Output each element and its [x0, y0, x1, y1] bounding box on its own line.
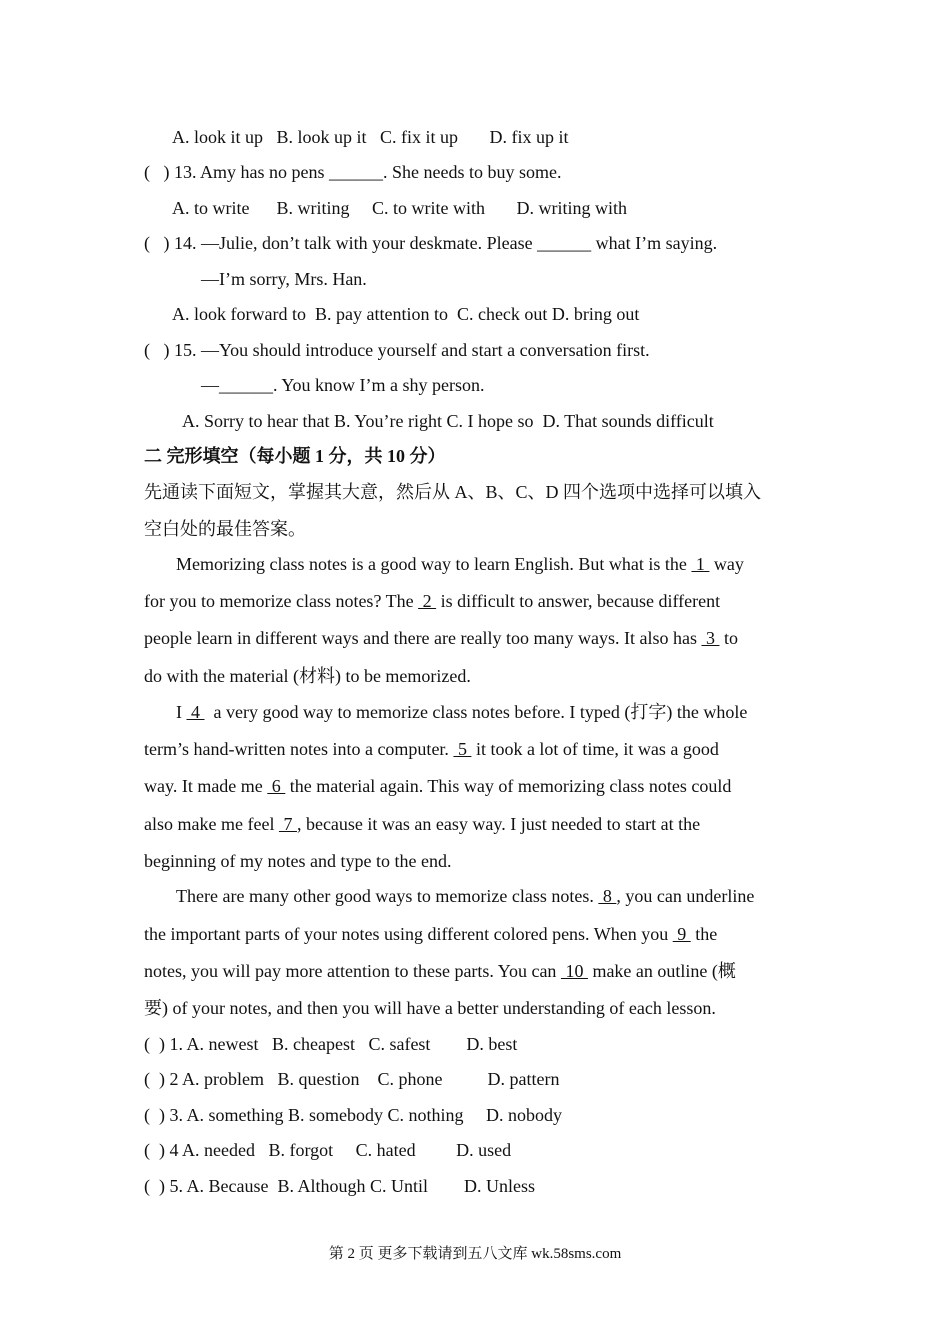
- blank-4: 4: [186, 702, 205, 722]
- page-footer: 第 2 页 更多下载请到五八文库 wk.58sms.com: [328, 1246, 622, 1262]
- q14-reply: —I’m sorry, Mrs. Han.: [201, 269, 367, 289]
- cloze-heading: 二 完形填空（每小题 1 分，共 10 分）: [144, 446, 446, 466]
- q15-stem: ( ) 15. —You should introduce yourself and start a conversation first.: [144, 340, 650, 360]
- blank-1: 1: [691, 554, 710, 574]
- q13-options: A. to write B. writing C. to write with D. writing with: [172, 198, 627, 218]
- passage-p3-line3: notes, you will pay more attention to these parts. You can 10 make an outline (概: [144, 961, 736, 981]
- q15-options: A. Sorry to hear that B. You’re right C. I hope so D. That sounds difficult: [182, 411, 714, 431]
- q12-options: A. look it up B. look up it C. fix it up D. fix up it: [172, 127, 569, 147]
- passage-p2-line5: beginning of my notes and type to the end.: [144, 851, 452, 871]
- blank-9: 9: [672, 924, 691, 944]
- passage-p1-line1: Memorizing class notes is a good way to learn English. But what is the 1 way: [176, 554, 744, 574]
- blank-6: 6: [267, 776, 286, 796]
- passage-p2-line1: I 4 a very good way to memorize class notes before. I typed (打字) the whole: [176, 702, 748, 722]
- passage-p2-line3: way. It made me 6 the material again. This way of memorizing class notes could: [144, 776, 732, 796]
- cloze-question-5: ( ) 5. A. Because B. Although C. Until D. Unless: [144, 1176, 535, 1196]
- q13-stem: ( ) 13. Amy has no pens ______. She needs to buy some.: [144, 162, 562, 182]
- blank-7: 7: [278, 814, 297, 834]
- passage-p3-line1: There are many other good ways to memorize class notes. 8 , you can underline: [176, 886, 755, 906]
- passage-p1-line2: for you to memorize class notes? The 2 is difficult to answer, because different: [144, 591, 721, 611]
- q15-reply: —______. You know I’m a shy person.: [201, 375, 485, 395]
- blank-10: 10: [560, 961, 588, 981]
- blank-3: 3: [701, 628, 720, 648]
- cloze-question-3: ( ) 3. A. something B. somebody C. nothing D. nobody: [144, 1105, 562, 1125]
- q14-options: A. look forward to B. pay attention to C. check out D. bring out: [172, 304, 640, 324]
- cloze-question-2: ( ) 2 A. problem B. question C. phone D. pattern: [144, 1069, 560, 1089]
- passage-p2-line2: term’s hand-written notes into a computer. 5 it took a lot of time, it was a good: [144, 739, 719, 759]
- blank-5: 5: [453, 739, 472, 759]
- passage-p3-line2: the important parts of your notes using different colored pens. When you 9 the: [144, 924, 718, 944]
- blank-2: 2: [418, 591, 437, 611]
- passage-p2-line4: also make me feel 7 , because it was an easy way. I just needed to start at the: [144, 814, 701, 834]
- blank-8: 8: [598, 886, 617, 906]
- cloze-question-4: ( ) 4 A. needed B. forgot C. hated D. used: [144, 1140, 512, 1160]
- cloze-instructions-1: 先通读下面短文，掌握其大意，然后从 A、B、C、D 四个选项中选择可以填入: [144, 482, 762, 502]
- passage-p1-line4: do with the material (材料) to be memorized.: [144, 666, 471, 686]
- passage-p3-line4: 要) of your notes, and then you will have a better understanding of each lesson.: [144, 998, 716, 1018]
- passage-p1-line3: people learn in different ways and there are really too many ways. It also has 3 to: [144, 628, 738, 648]
- q14-stem: ( ) 14. —Julie, don’t talk with your deskmate. Please ______ what I’m saying.: [144, 233, 718, 253]
- cloze-instructions-2: 空白处的最佳答案。: [144, 519, 306, 539]
- cloze-question-1: ( ) 1. A. newest B. cheapest C. safest D. best: [144, 1034, 518, 1054]
